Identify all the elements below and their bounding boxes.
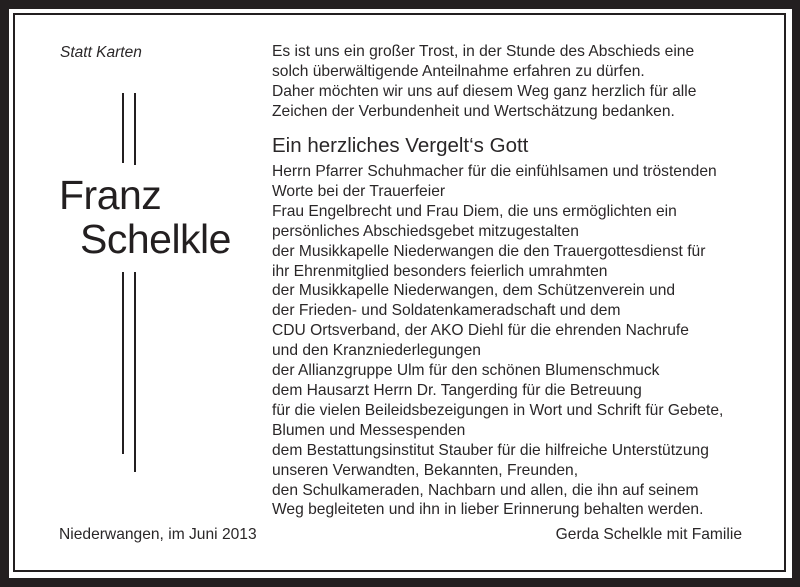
decorative-line <box>134 272 136 472</box>
thanks-line: CDU Ortsverband, der AKO Diehl für die ehrenden Nachrufe <box>272 322 689 340</box>
thanks-line: ihr Ehrenmitglied besonders feierlich umrahmten <box>272 262 608 280</box>
thanks-line: der Frieden- und Soldatenkameradschaft und dem <box>272 302 621 320</box>
thanks-line: Worte bei der Trauerfeier <box>272 182 446 200</box>
thanks-line: der Musikkapelle Niederwangen, dem Schützenverein und <box>272 282 676 300</box>
thanks-text <box>272 162 723 520</box>
thanks-line: dem Hausarzt Herrn Dr. Tangerding für die Betreuung <box>272 381 642 399</box>
thanks-line: Frau Engelbrecht und Frau Diem, die uns ermöglichten ein <box>272 202 677 220</box>
thanks-line: Blumen und Messespenden <box>272 421 466 439</box>
thanks-line: Herrn Pfarrer Schuhmacher für die einfühlsamen und tröstenden <box>272 163 717 180</box>
deceased-first-name: Franz <box>59 172 162 218</box>
intro-line: Es ist uns ein großer Trost, in der Stunde des Abschieds eine <box>272 43 695 60</box>
intro-line: solch überwältigende Anteilnahme erfahren zu dürfen. <box>272 63 645 80</box>
statt-karten: Statt Karten <box>60 44 142 61</box>
intro-line: Daher möchten wir uns auf diesem Weg ganz herzlich für alle <box>272 83 697 100</box>
decorative-line <box>122 93 124 163</box>
decorative-line <box>134 93 136 165</box>
thanks-line: für die vielen Beileidsbezeigungen in Wort und Schrift für Gebete, <box>272 401 724 419</box>
thanks-line: Weg begleiteten und ihn in lieber Erinnerung behalten werden. <box>272 501 704 519</box>
thanks-line: unseren Verwandten, Bekannten, Freunden, <box>272 461 579 479</box>
thanks-line: und den Kranzniederlegungen <box>272 342 481 360</box>
signature: Gerda Schelkle mit Familie <box>555 526 742 543</box>
thanks-line: den Schulkameraden, Nachbarn und allen, die ihn auf seinem <box>272 481 699 499</box>
thanks-line: der Allianzgruppe Ulm für den schönen Blumenschmuck <box>272 362 660 380</box>
place-date: Niederwangen, im Juni 2013 <box>59 526 257 543</box>
intro-text <box>272 42 696 122</box>
thanks-line: dem Bestattungsinstitut Stauber für die hilfreiche Unterstützung <box>272 441 709 459</box>
thanks-line: persönliches Abschiedsgebet mitzugestalten <box>272 222 579 240</box>
intro-line: Zeichen der Verbundenheit und Wertschätzung bedanken. <box>272 103 675 120</box>
thanks-line: der Musikkapelle Niederwangen die den Trauergottesdienst für <box>272 242 706 260</box>
decorative-line <box>122 272 124 454</box>
deceased-last-name: Schelkle <box>80 216 231 262</box>
thanks-heading: Ein herzliches Vergelt‘s Gott <box>272 134 529 157</box>
